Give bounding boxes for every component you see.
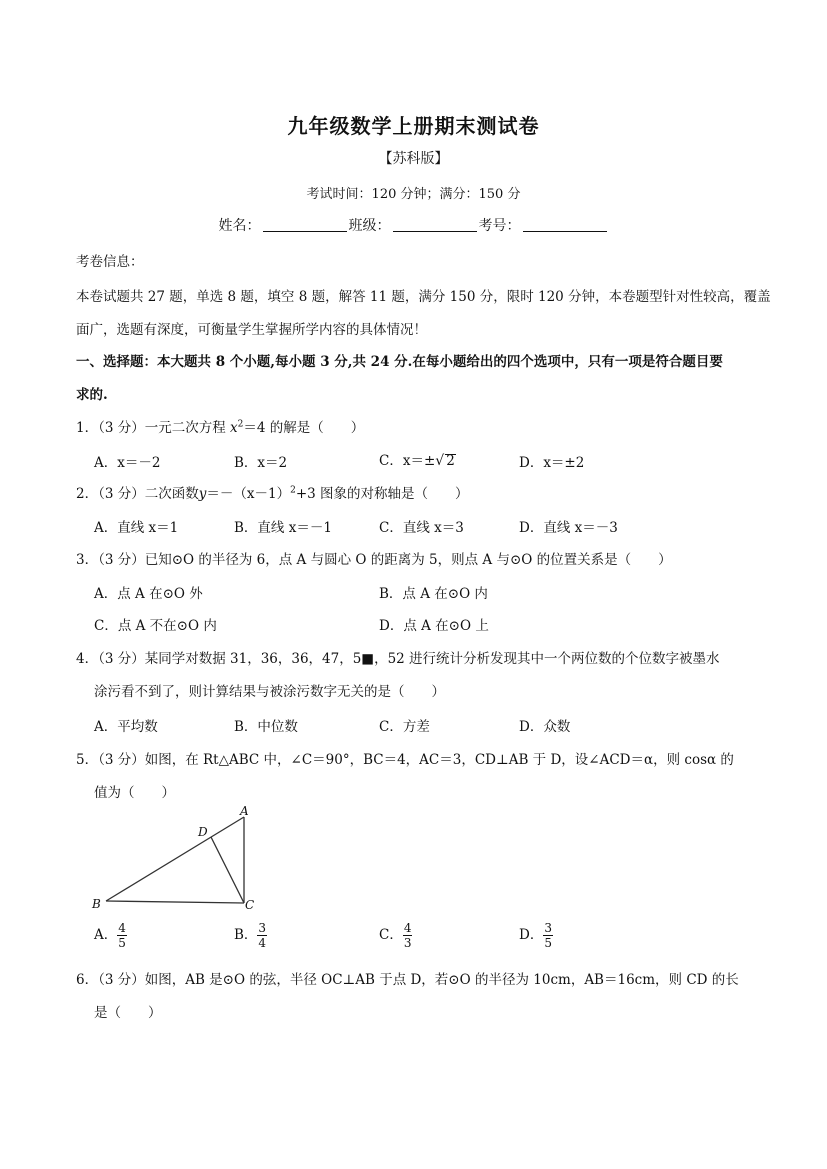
name-label: 姓名： (218, 218, 261, 234)
q4-option-b[interactable]: B．中位数 (234, 719, 298, 735)
q5-option-c-label: C． (379, 927, 403, 943)
exam-time-info: 考试时间：120 分钟；满分：150 分 (306, 187, 521, 202)
q5-option-c-fraction (403, 921, 413, 950)
q5-option-c-num: 4 (403, 921, 412, 935)
q5-option-d-den: 5 (544, 936, 552, 950)
q1-option-d[interactable]: D．x＝±2 (519, 455, 585, 471)
intro-line-2: 面广，选题有深度，可衡量学生掌握所学内容的具体情况！ (76, 322, 427, 338)
q4-line-1: 4．（3 分）某同学对数据 31，36，36，47，5■，52 进行统计分析发现其中一个两位数的个位数字被墨水 (76, 651, 720, 667)
q2-option-a[interactable]: A．直线 x＝1 (94, 520, 179, 536)
q5-line-2: 值为（ ） (94, 785, 175, 801)
q1-option-a[interactable]: A．x＝－2 (94, 455, 161, 471)
q5-option-c-den: 3 (403, 936, 412, 950)
q5-option-d-num: 3 (544, 921, 552, 935)
q5-option-a-fraction (117, 921, 127, 950)
q2-option-b[interactable]: B．直线 x＝－1 (234, 520, 332, 536)
q2-stem (76, 482, 469, 502)
q5-option-b-fraction (257, 921, 267, 950)
intro-line-1: 本卷试题共 27 题，单选 8 题，填空 8 题，解答 11 题，满分 150 分，限时 120 分钟，本卷题型针对性较高，覆盖 (76, 289, 771, 305)
edition-label: 【苏科版】 (378, 151, 449, 167)
label-a: A (240, 805, 249, 818)
q5-option-b-label: B． (234, 927, 258, 943)
q1-option-c-text: C．x＝± (379, 453, 436, 469)
label-c: C (245, 898, 255, 912)
q5-triangle-figure (88, 805, 268, 915)
q3-option-b[interactable]: B．点 A 在⊙O 内 (379, 586, 488, 602)
q3-option-a[interactable]: A．点 A 在⊙O 外 (94, 586, 203, 602)
q1-option-b[interactable]: B．x＝2 (234, 455, 288, 471)
q4-option-d[interactable]: D．众数 (519, 719, 571, 735)
q1-stem-post: ＝4 的解是（ ） (243, 420, 365, 436)
name-blank[interactable] (263, 217, 347, 232)
q5-option-d-label: D． (519, 927, 544, 943)
q6-line-1: 6．（3 分）如图，AB 是⊙O 的弦，半径 OC⊥AB 于点 D，若⊙O 的半径为 10cm，AB＝16cm，则 CD 的长 (76, 972, 739, 988)
q2-stem-mid: ＝－（x－1） (206, 486, 291, 502)
label-d: D (198, 825, 208, 839)
q2-stem-pre: 2．（3 分）二次函数 (76, 486, 199, 502)
q4-option-a[interactable]: A．平均数 (94, 719, 158, 735)
q5-option-b-den: 4 (258, 936, 267, 950)
q5-option-d[interactable] (519, 921, 553, 950)
q5-option-a-num: 4 (118, 921, 126, 935)
q1-stem-pre: 1．（3 分）一元二次方程 (76, 420, 231, 436)
q5-option-c[interactable] (379, 921, 412, 950)
q3-stem: 3．（3 分）已知⊙O 的半径为 6，点 A 与圆心 O 的距离为 5，则点 A 与⊙O 的位置关系是（ ） (76, 552, 672, 568)
q5-option-b[interactable] (234, 921, 267, 950)
q2-stem-post: +3 图象的对称轴是（ ） (295, 486, 469, 502)
q5-line-1: 5．（3 分）如图，在 Rt△ABC 中，∠C＝90°，BC＝4，AC＝3，CD⊥AB 于 D，设∠ACD＝α，则 cosα 的 (76, 752, 734, 768)
section1-line-2: 求的. (76, 387, 108, 403)
q5-option-a[interactable] (94, 921, 127, 950)
q3-option-c[interactable]: C．点 A 不在⊙O 内 (94, 618, 217, 634)
q1-option-c-root: 2 (446, 453, 455, 469)
q6-line-2: 是（ ） (94, 1005, 162, 1021)
number-label: 考号： (478, 218, 521, 234)
class-label: 班级： (348, 218, 391, 234)
q2-option-c[interactable]: C．直线 x＝3 (379, 520, 464, 536)
q5-option-a-label: A． (94, 927, 118, 943)
section1-line-1: 一、选择题：本大题共 8 个小题,每小题 3 分,共 24 分.在每小题给出的四个选项中，只有一项是符合题目要 (76, 354, 723, 370)
q1-option-c[interactable]: C．x＝±√ 2 (379, 453, 455, 469)
q1-stem (76, 416, 364, 436)
q5-option-a-den: 5 (118, 936, 126, 950)
segment-ab (106, 817, 244, 901)
label-b: B (92, 897, 101, 911)
q4-line-2: 涂污看不到了，则计算结果与被涂污数字无关的是（ ） (94, 684, 445, 700)
q1-exponent: 2 (237, 419, 244, 430)
intro-heading: 考卷信息： (76, 254, 144, 270)
page-title: 九年级数学上册期末测试卷 (287, 114, 540, 138)
q3-option-d[interactable]: D．点 A 在⊙O 上 (379, 618, 489, 634)
q2-exponent: 2 (290, 485, 296, 496)
q4-option-c[interactable]: C．方差 (379, 719, 430, 735)
segment-cd (211, 837, 244, 903)
student-info-row (0, 215, 827, 235)
q2-var-y: y (198, 486, 207, 502)
q5-option-b-num: 3 (258, 921, 267, 935)
q5-option-d-fraction (543, 921, 553, 950)
q2-option-d[interactable]: D．直线 x＝－3 (519, 520, 618, 536)
class-blank[interactable] (393, 217, 477, 232)
q1-var-x: x (230, 420, 238, 436)
number-blank[interactable] (523, 217, 607, 232)
segment-bc (106, 901, 244, 903)
